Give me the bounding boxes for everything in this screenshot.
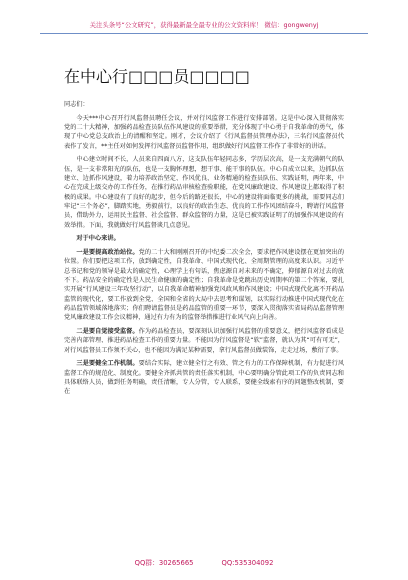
document-body	[64, 100, 344, 401]
paragraph-lead: 一是要提高政治站位。	[76, 249, 139, 257]
body-paragraph	[64, 327, 344, 355]
body-paragraph	[64, 359, 344, 396]
header-banner: 关注头条号“公文研究”，获得最新最全最专业的公文资料库！ 微信：gongwenyj	[89, 21, 319, 29]
document-title: 在中心行□□□员□□□□	[64, 67, 250, 86]
section-heading: 对于中心来讲。	[76, 235, 120, 243]
paragraph-text: 要结合实际，建立健全行之有效、管之有力的工作保障机制，有力促进行风监督工作的规范化、制度化。要健全齐抓共管的责任落实机制，中心要明确分管此项工作的负责同志和具体联络人员，做到任务明确，责任清晰，专人分管，专人联系，要健全线索有序的问题整改机制，要在	[64, 360, 345, 396]
salutation: 同志们：	[64, 101, 89, 108]
paragraph-lead: 三是要健全工作机制。	[76, 360, 139, 368]
paragraph-text: 作为药品检查员，要深刻认识加强行风监督的重要意义，把行风监督看成是完善内部管理、推进药品检查工作的重要力量。不能因为行风监督是“软”监督，就认为其“可有可无”，对行风监督员工作须不关心，也不能因为满足某种需要，拿行风监督员做装饰，走走过场，敷衍了事。	[64, 328, 345, 354]
paragraph-lead: 二是要自觉接受监督。	[76, 328, 139, 336]
footer-qq-group: QQ群：30265665	[134, 559, 194, 567]
page-footer	[0, 557, 408, 567]
paragraph-text: 党的二十大和刚刚召开的中纪委二次全会，要求把作风建设摆在更加突出的位置。你们要把这项工作，放到确定性，自我革命、中国式现代化、全周期管理的高度来认识。习近平总书记和党的领导是最大的确定性，心理学上有句话，焦虑源自对未来的不确定，抑郁源自对过去的放不下。药品安全的确定性是人民生命健康的确定性；自我革命是党跳出历史周期率的第二个答案，要扎实开展“行风建设三年攻坚行动”，以自我革命精神加强党风政风和作风建设；中国式现代化离不开药品监管的现代化，要工作放到全党、全国和全省的大局中去思考和谋划，以实际行动推进中国式现代化在药品监管领域落地落实；你们聘请监督员是药品监管的重要一环节，要深入贯彻落实省局药品监督管理党风廉政建设工作会议精神，通过有力有为的监督举措推进行业风气向上向善。	[64, 249, 345, 322]
footer-qq: QQ:535304092	[221, 559, 274, 567]
intro-paragraph: 中心建立时间不长，人员来自四面八方，这支队伍年轻同志多，学历层次高，是一支充满朝气的队伍，是一支非常阳光的队伍，也是一支胸怀理想，想干事、能干事的队伍。中心自成立以来，边抓队伍建立、边抓作风建设，着力培养政治坚定、作风优良、业务精通的检查员队伍、实践证明，两年来，中心在完成上级交办的工作任务，在推行药品审核检查验职能，在党风廉政建设、作风建设上都取得了积极的成果。中心建设有了良好的起步，但今后的路还很长，中心的建设将面临更多的挑战，需要同志们牢记“三个务必”，脚踏实地，勇毅前行，以良好的政治生态、优良的工作作风团结奋斗，聘请行风监督员，借助外力，运用民主监督、社会监督、群众监督的力量，这是已被实践证明了的加强作风建设的有效举措。下面，我就做好行风监督谈几点意见。	[64, 156, 344, 229]
header-divider	[40, 33, 368, 34]
intro-paragraph: 今天***中心召开行风监督员聘任会议，并对行风监督工作进行安排部署。这是中心深入贯彻落实党的二十大精神，加强药品检查员队伍作风建设的重要举措，充分体现了中心勇于自我革命的勇气，体现了中心党总支政治上的清醒和坚定。刚才，会议介绍了《行风监督员管理办法》，三名行风监督员代表作了发言，**主任对如何发挥行风监督员监督作用，组织做好行风监督工作作了非常好的讲话。	[64, 114, 344, 150]
body-paragraph	[64, 248, 344, 322]
